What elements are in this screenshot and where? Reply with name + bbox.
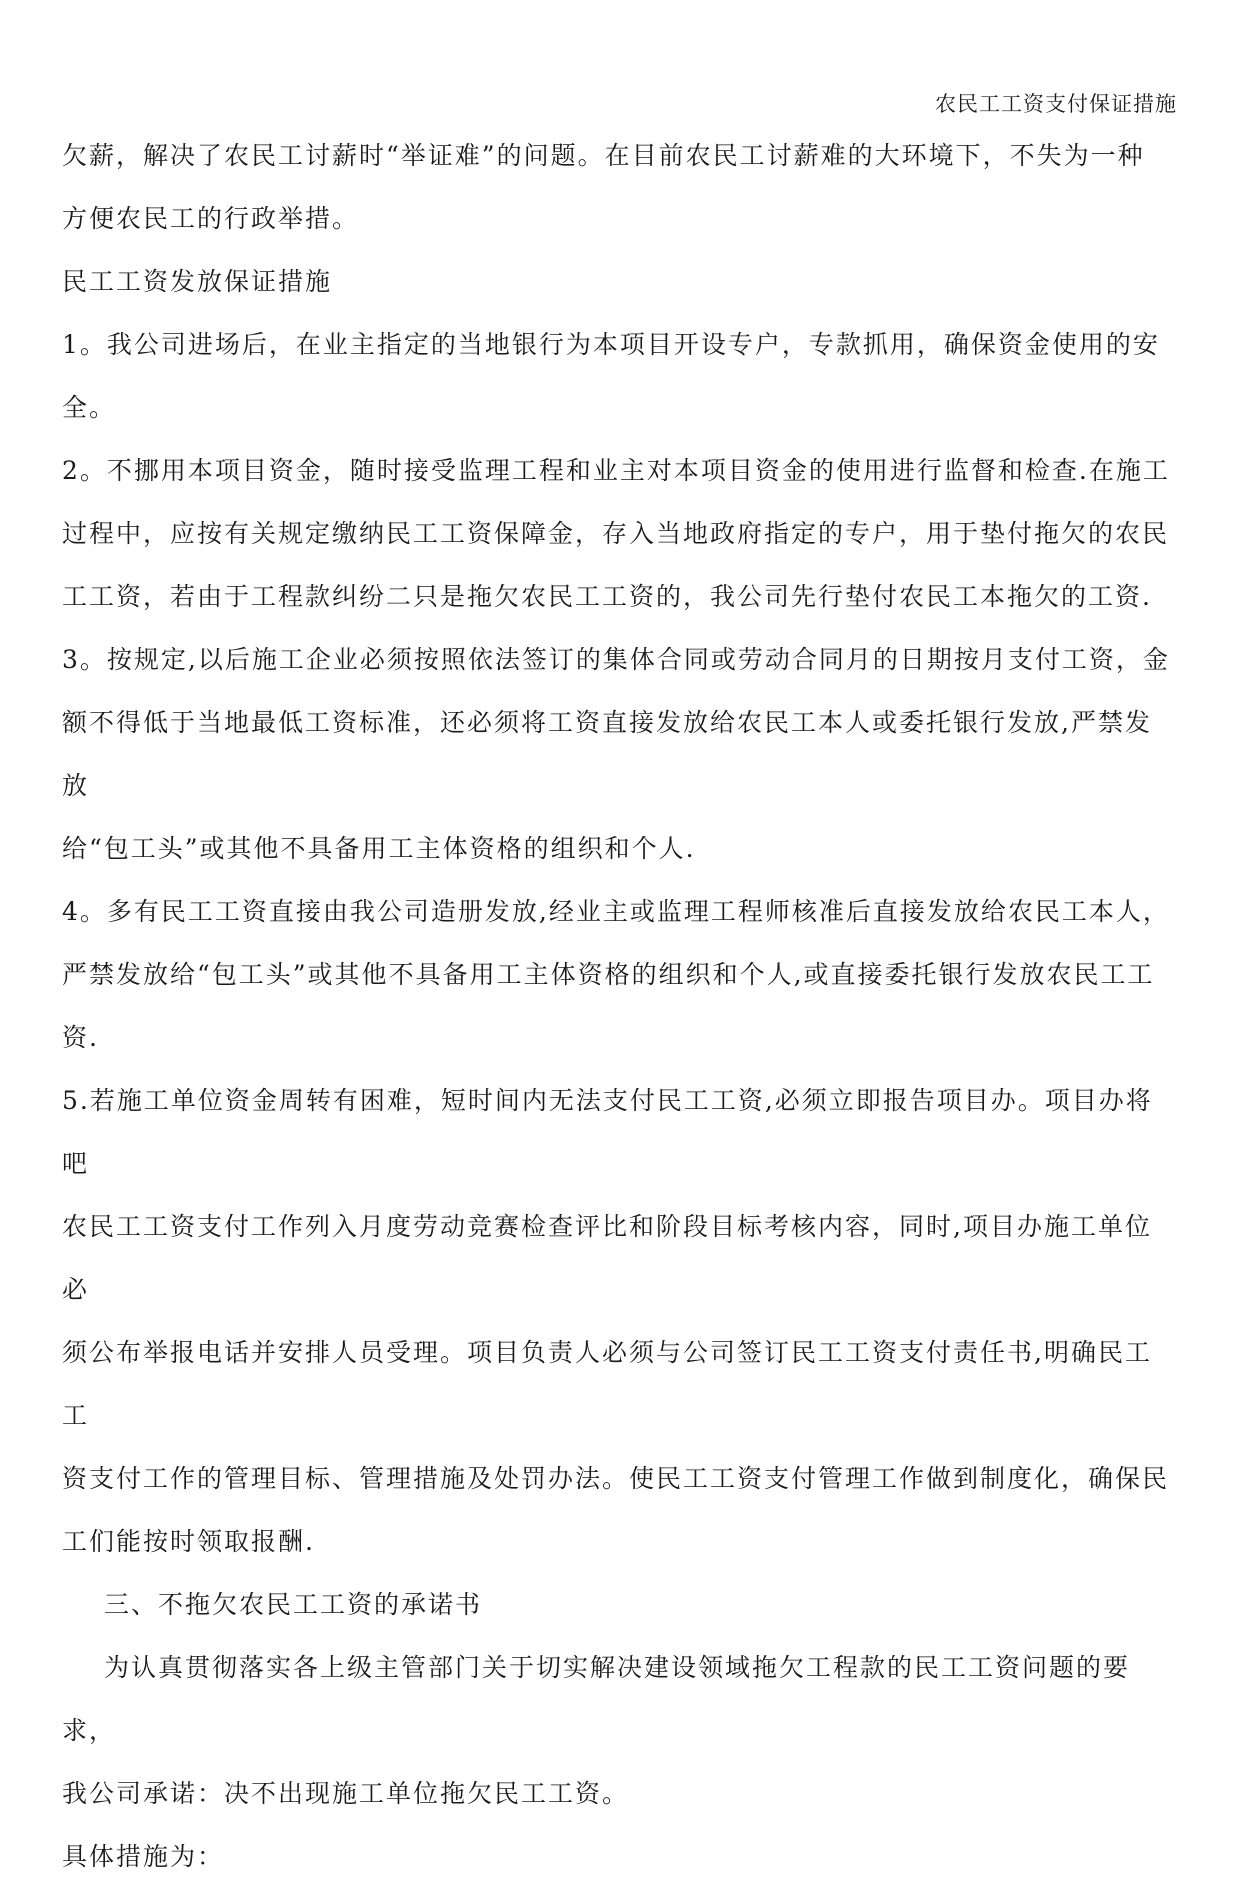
text-line: 方便农民工的行政举措。: [62, 204, 360, 233]
section-heading: 民工工资发放保证措施: [62, 267, 333, 296]
section-heading: 三、不拖欠农民工工资的承诺书: [104, 1590, 483, 1619]
text-line: 资.: [62, 1023, 99, 1052]
text-line: 须公布举报电话并安排人员受理。项目负责人必须与公司签订民工工资支付责任书,明确民工工: [62, 1338, 1152, 1430]
text-line: 给“包工头”或其他不具备用工主体资格的组织和个人.: [62, 834, 696, 863]
text-line: 欠薪，解决了农民工讨薪时“举证难”的问题。在目前农民工讨薪难的大环境下，不失为一种: [62, 141, 1145, 170]
text-line: 额不得低于当地最低工资标准，还必须将工资直接发放给农民工本人或委托银行发放,严禁发放: [62, 708, 1152, 800]
text-line: 4。多有民工工资直接由我公司造册发放,经业主或监理工程师核准后直接发放给农民工本人，: [62, 897, 1170, 926]
text-line: 具体措施为：: [62, 1842, 225, 1871]
document-body: [62, 124, 1177, 1888]
text-line: 5.若施工单位资金周转有困难，短时间内无法支付民工工资,必须立即报告项目办。项目办将吧: [62, 1086, 1153, 1178]
text-line: 过程中，应按有关规定缴纳民工工资保障金，存入当地政府指定的专户，用于垫付拖欠的农民: [62, 519, 1170, 548]
text-line: 2。不挪用本项目资金，随时接受监理工程和业主对本项目资金的使用进行监督和检查.在施工: [62, 456, 1170, 485]
text-line: 工们能按时领取报酬.: [62, 1527, 315, 1556]
page-header: 农民工工资支付保证措施: [935, 92, 1177, 116]
text-line: 我公司承诺：决不出现施工单位拖欠民工工资。: [62, 1779, 630, 1808]
text-line: 3。按规定,以后施工企业必须按照依法签订的集体合同或劳动合同月的日期按月支付工资，金: [62, 645, 1170, 674]
text-line: 资支付工作的管理目标、管理措施及处罚办法。使民工工资支付管理工作做到制度化，确保民: [62, 1464, 1170, 1493]
text-line: 为认真贯彻落实各上级主管部门关于切实解决建设领域拖欠工程款的民工工资问题的要求，: [62, 1653, 1131, 1745]
text-line: 农民工工资支付工作列入月度劳动竞赛检查评比和阶段目标考核内容，同时,项目办施工单位必: [62, 1212, 1152, 1304]
text-line: 严禁发放给“包工头”或其他不具备用工主体资格的组织和个人,或直接委托银行发放农民工工: [62, 960, 1155, 989]
text-line: 工工资，若由于工程款纠纷二只是拖欠农民工工资的，我公司先行垫付农民工本拖欠的工资.: [62, 582, 1152, 611]
text-line: 1。我公司进场后，在业主指定的当地银行为本项目开设专户，专款抓用，确保资金使用的安全。: [62, 330, 1160, 422]
